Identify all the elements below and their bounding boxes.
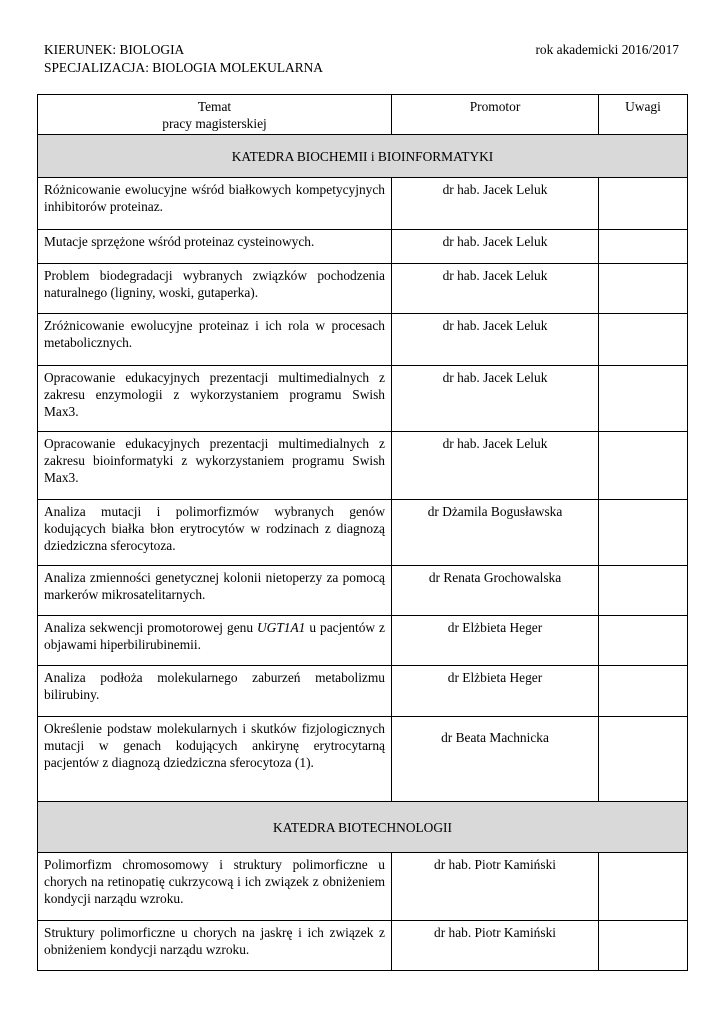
topic-cell: Analiza mutacji i polimorfizmów wybranych genów kodujących białka błon erytrocytów w rodzinach z diagnozą dziedziczna sferocytoza. [38,500,392,566]
table-row [38,366,688,432]
topic-cell: Opracowanie edukacyjnych prezentacji multimedialnych z zakresu enzymologii z wykorzystaniem programu Swish Max3. [38,366,392,432]
remarks-cell [599,264,688,314]
thesis-topics-table [37,94,688,971]
supervisor-cell: dr Elżbieta Heger [392,616,599,666]
remarks-cell [599,366,688,432]
table-row [38,566,688,616]
topic-cell: Określenie podstaw molekularnych i skutków fizjologicznych mutacji w genach kodujących ankirynę erytrocytarną pacjentów z diagnozą dziedziczna sferocytoza (1). [38,717,392,802]
table-row [38,264,688,314]
topic-cell: Mutacje sprzężone wśród proteinaz cysteinowych. [38,230,392,264]
supervisor-cell: dr hab. Jacek Leluk [392,230,599,264]
remarks-cell [599,230,688,264]
supervisor-cell: dr Elżbieta Heger [392,666,599,717]
topic-cell: Problem biodegradacji wybranych związków pochodzenia naturalnego (ligniny, woski, gutaperka). [38,264,392,314]
topic-cell: Analiza zmienności genetycznej kolonii nietoperzy za pomocą markerów mikrosatelitarnych. [38,566,392,616]
topic-text-after-gene: u pacjentów z objawami hiperbilirubinemii. [44,620,385,652]
gene-name: UGT1A1 [257,620,306,635]
column-header-remarks: Uwagi [599,95,688,135]
remarks-cell [599,666,688,717]
supervisor-cell: dr Renata Grochowalska [392,566,599,616]
column-header-topic [38,95,392,135]
topic-cell: Struktury polimorficzne u chorych na jaskrę i ich związek z obniżeniem kondycji narządu wzroku. [38,921,392,971]
remarks-cell [599,616,688,666]
remarks-cell [599,314,688,366]
section-header-biochemistry [38,135,688,178]
topic-cell [38,616,392,666]
supervisor-cell: dr hab. Jacek Leluk [392,264,599,314]
specialization: SPECJALIZACJA: BIOLOGIA MOLEKULARNA [44,60,323,75]
remarks-cell [599,500,688,566]
column-header-topic-line1: Temat [197,99,232,114]
table-row [38,921,688,971]
section-header-biotechnology [38,802,688,853]
remarks-cell [599,432,688,500]
supervisor-cell: dr hab. Jacek Leluk [392,314,599,366]
remarks-cell [599,853,688,921]
table-row [38,666,688,717]
topic-cell: Analiza podłoża molekularnego zaburzeń metabolizmu bilirubiny. [38,666,392,717]
column-header-supervisor: Promotor [392,95,599,135]
academic-year: rok akademicki 2016/2017 [535,42,679,57]
supervisor-cell: dr Dżamila Bogusławska [392,500,599,566]
document-header [44,41,679,77]
table-row [38,500,688,566]
supervisor-cell: dr hab. Jacek Leluk [392,178,599,230]
field-of-study: KIERUNEK: BIOLOGIA [44,42,185,57]
topic-cell: Polimorfizm chromosomowy i struktury polimorficzne u chorych na retinopatię cukrzycową i ich związek z obniżeniem kondycji narządu wzroku. [38,853,392,921]
supervisor-cell: dr hab. Jacek Leluk [392,366,599,432]
remarks-cell [599,921,688,971]
table-row [38,616,688,666]
table-row [38,314,688,366]
remarks-cell [599,566,688,616]
topic-cell: Opracowanie edukacyjnych prezentacji multimedialnych z zakresu bioinformatyki z wykorzystaniem programu Swish Max3. [38,432,392,500]
supervisor-cell: dr hab. Jacek Leluk [392,432,599,500]
table-row [38,432,688,500]
remarks-cell [599,178,688,230]
supervisor-cell: dr hab. Piotr Kamiński [392,853,599,921]
table-row [38,717,688,802]
supervisor-cell: dr Beata Machnicka [392,717,599,802]
remarks-cell [599,717,688,802]
section-title: KATEDRA BIOTECHNOLOGII [38,802,688,853]
table-header-row [38,95,688,135]
supervisor-cell: dr hab. Piotr Kamiński [392,921,599,971]
topic-cell: Różnicowanie ewolucyjne wśród białkowych kompetycyjnych inhibitorów proteinaz. [38,178,392,230]
table-row [38,230,688,264]
column-header-topic-line2: pracy magisterskiej [162,116,267,131]
section-title: KATEDRA BIOCHEMII i BIOINFORMATYKI [38,135,688,178]
table-row [38,853,688,921]
table-row [38,178,688,230]
topic-cell: Zróżnicowanie ewolucyjne proteinaz i ich rola w procesach metabolicznych. [38,314,392,366]
topic-text-before-gene: Analiza sekwencji promotorowej genu [44,620,258,635]
